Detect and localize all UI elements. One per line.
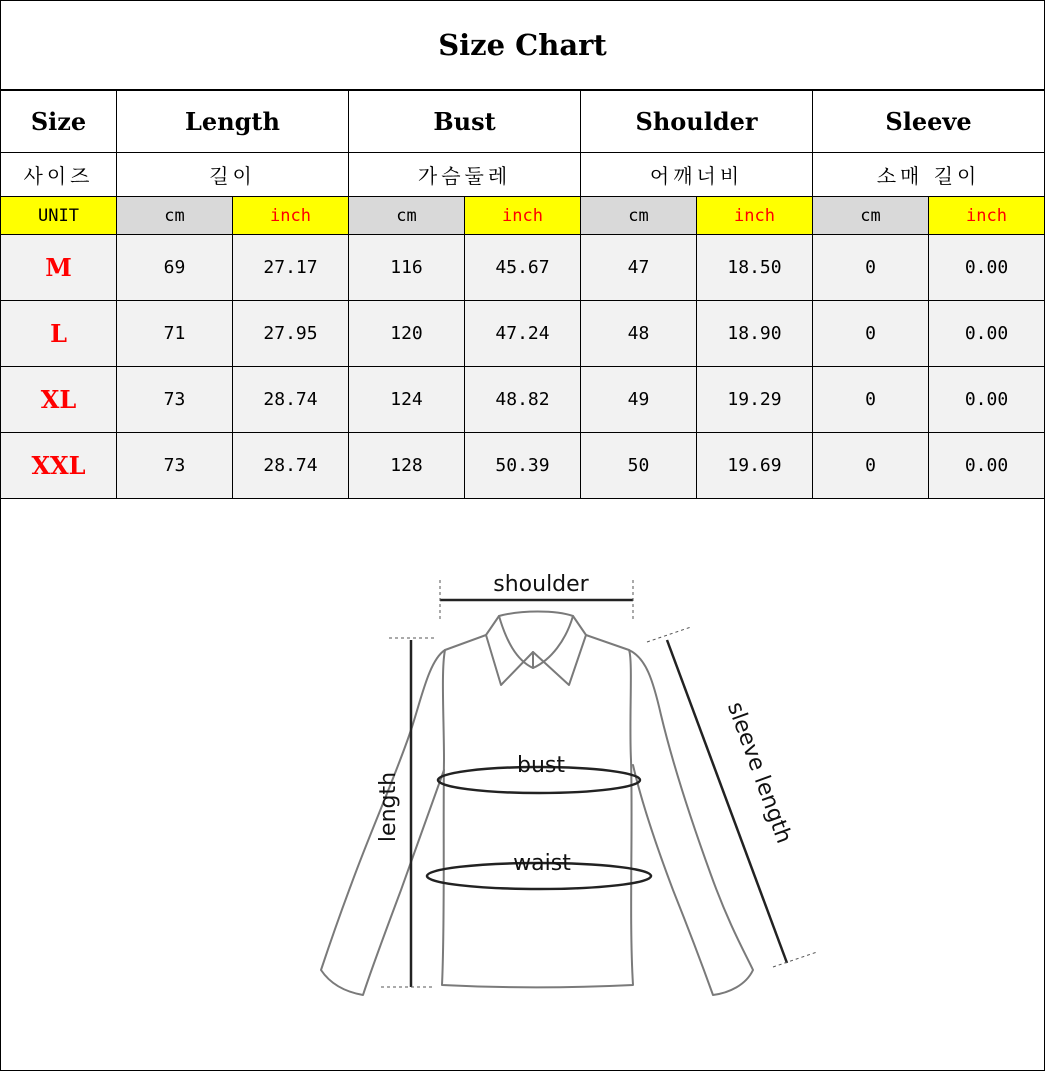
unit-row — [1, 197, 1045, 235]
bust-cm: 120 — [349, 301, 465, 367]
bust-label: bust — [517, 753, 565, 778]
shirt-illustration — [1, 500, 1044, 1070]
header-size: Size — [1, 91, 117, 153]
length-inch: 27.17 — [233, 235, 349, 301]
sleeve-cm: 0 — [813, 301, 929, 367]
length-cm: 71 — [117, 301, 233, 367]
sleeve-length-label: sleeve length — [721, 698, 797, 847]
size-row-xxl — [1, 433, 1045, 499]
length-cm: 69 — [117, 235, 233, 301]
unit-inch: inch — [697, 197, 813, 235]
length-inch: 28.74 — [233, 367, 349, 433]
header-bust: Bust — [349, 91, 581, 153]
header-ko-bust: 가슴둘레 — [349, 153, 581, 197]
unit-cm: cm — [581, 197, 697, 235]
header-ko-size: 사이즈 — [1, 153, 117, 197]
size-row-l — [1, 301, 1045, 367]
unit-cm: cm — [813, 197, 929, 235]
shoulder-inch: 19.69 — [697, 433, 813, 499]
length-cm: 73 — [117, 367, 233, 433]
shoulder-inch: 18.50 — [697, 235, 813, 301]
header-row-korean — [1, 153, 1045, 197]
bust-cm: 116 — [349, 235, 465, 301]
bust-cm: 124 — [349, 367, 465, 433]
sleeve-cm: 0 — [813, 367, 929, 433]
shoulder-cm: 47 — [581, 235, 697, 301]
bust-cm: 128 — [349, 433, 465, 499]
shoulder-cm: 50 — [581, 433, 697, 499]
unit-cm: cm — [117, 197, 233, 235]
sleeve-length-measure — [647, 627, 817, 967]
size-label: XXL — [1, 433, 117, 499]
unit-label: UNIT — [1, 197, 117, 235]
bust-inch: 45.67 — [465, 235, 581, 301]
bust-inch: 50.39 — [465, 433, 581, 499]
header-row — [1, 91, 1045, 153]
shoulder-label: shoulder — [493, 572, 589, 597]
header-length: Length — [117, 91, 349, 153]
shoulder-inch: 19.29 — [697, 367, 813, 433]
header-ko-sleeve: 소매 길이 — [813, 153, 1045, 197]
length-inch: 28.74 — [233, 433, 349, 499]
bust-inch: 47.24 — [465, 301, 581, 367]
sleeve-inch: 0.00 — [929, 235, 1045, 301]
unit-inch: inch — [465, 197, 581, 235]
measurement-diagram — [1, 500, 1044, 1070]
shoulder-inch: 18.90 — [697, 301, 813, 367]
size-row-m — [1, 235, 1045, 301]
bust-inch: 48.82 — [465, 367, 581, 433]
length-cm: 73 — [117, 433, 233, 499]
shoulder-cm: 49 — [581, 367, 697, 433]
sleeve-inch: 0.00 — [929, 367, 1045, 433]
shoulder-cm: 48 — [581, 301, 697, 367]
sleeve-inch: 0.00 — [929, 301, 1045, 367]
header-shoulder: Shoulder — [581, 91, 813, 153]
size-row-xl — [1, 367, 1045, 433]
length-inch: 27.95 — [233, 301, 349, 367]
size-label: M — [1, 235, 117, 301]
size-table — [0, 90, 1045, 499]
unit-inch: inch — [929, 197, 1045, 235]
sleeve-inch: 0.00 — [929, 433, 1045, 499]
unit-cm: cm — [349, 197, 465, 235]
length-label: length — [376, 771, 401, 843]
unit-inch: inch — [233, 197, 349, 235]
header-sleeve: Sleeve — [813, 91, 1045, 153]
header-ko-length: 길이 — [117, 153, 349, 197]
size-label: L — [1, 301, 117, 367]
waist-label: waist — [513, 851, 571, 876]
size-label: XL — [1, 367, 117, 433]
sleeve-cm: 0 — [813, 235, 929, 301]
page-title: Size Chart — [1, 1, 1044, 90]
sleeve-cm: 0 — [813, 433, 929, 499]
header-ko-shoulder: 어깨너비 — [581, 153, 813, 197]
